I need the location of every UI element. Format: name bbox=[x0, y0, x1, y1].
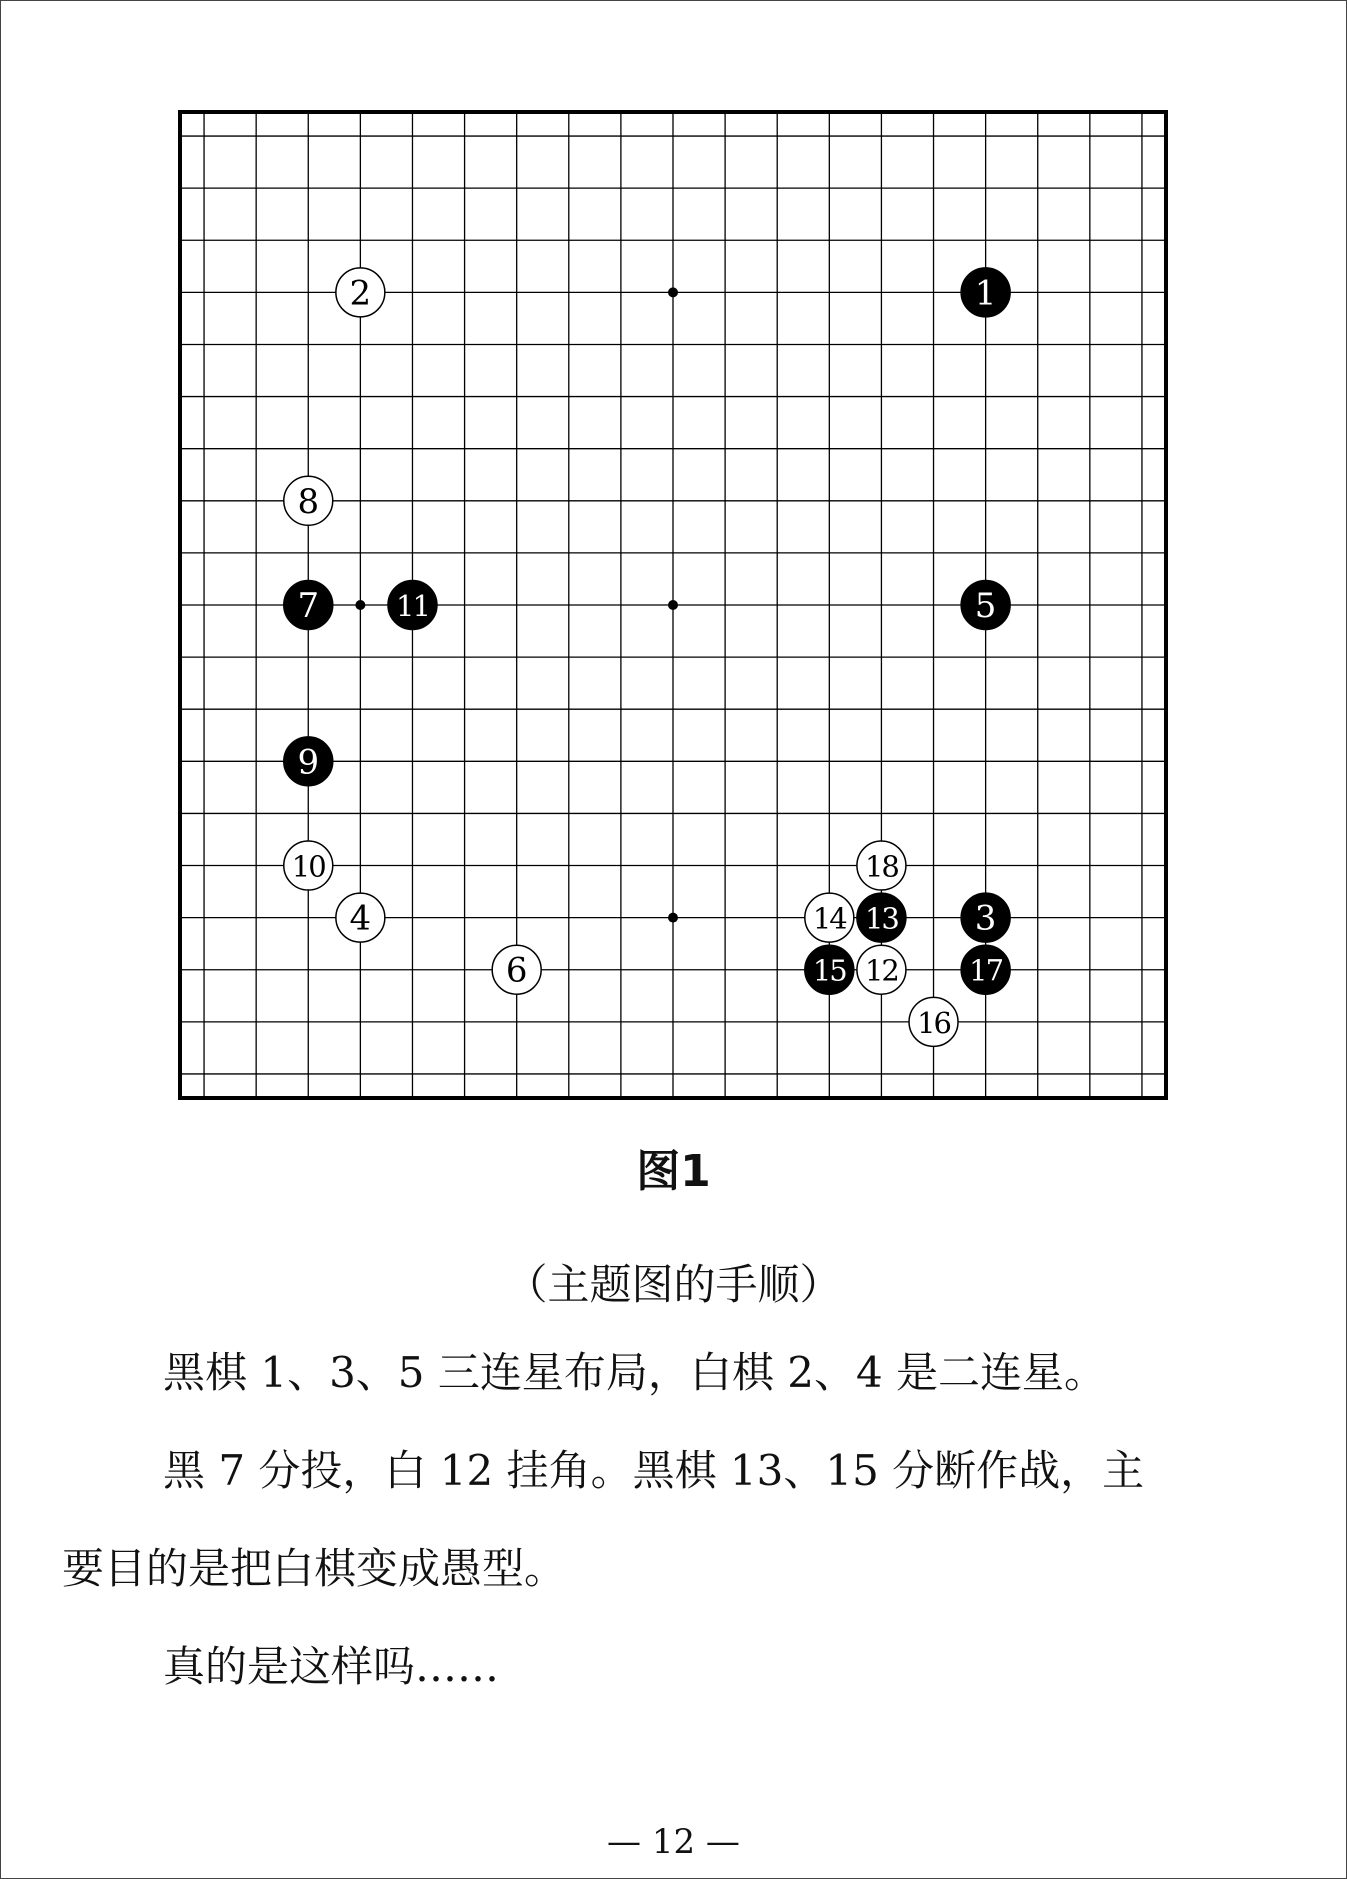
stone-number: 13 bbox=[864, 901, 898, 936]
stone-number: 7 bbox=[297, 586, 320, 626]
stone-number: 11 bbox=[396, 589, 429, 623]
stone-number: 3 bbox=[974, 898, 997, 939]
stone-number: 4 bbox=[349, 898, 372, 939]
go-board-diagram bbox=[178, 110, 1168, 1100]
figure-caption: 图1 bbox=[636, 1146, 711, 1197]
stone-number: 18 bbox=[864, 849, 898, 884]
stone-white-8 bbox=[284, 476, 333, 525]
paragraph-3: 真的是这样吗…… bbox=[163, 1642, 500, 1691]
stone-number: 17 bbox=[969, 953, 1003, 988]
stone-number: 10 bbox=[291, 849, 325, 884]
stone-white-14 bbox=[805, 893, 854, 942]
stone-number: 8 bbox=[297, 481, 320, 522]
stone-black-11 bbox=[388, 581, 437, 630]
stone-white-16 bbox=[909, 997, 958, 1046]
stone-black-9 bbox=[284, 737, 333, 786]
stone-number: 15 bbox=[812, 953, 846, 988]
stone-black-7 bbox=[284, 581, 333, 630]
stone-number: 6 bbox=[505, 950, 528, 991]
stone-number: 12 bbox=[864, 953, 898, 988]
stone-number: 14 bbox=[812, 901, 846, 936]
stone-white-2 bbox=[336, 268, 385, 317]
stone-white-10 bbox=[284, 841, 333, 890]
stone-number: 2 bbox=[349, 273, 372, 314]
paragraph-2-line-1: 黑 7 分投，白 12 挂角。黑棋 13、15 分断作战，主 bbox=[163, 1446, 1145, 1495]
go-board bbox=[178, 110, 1168, 1100]
stone-white-4 bbox=[336, 893, 385, 942]
page-number: — 12 — bbox=[607, 1822, 740, 1862]
stone-black-17 bbox=[961, 945, 1010, 994]
star-point bbox=[355, 600, 365, 610]
stone-black-3 bbox=[961, 893, 1010, 942]
figure-subtitle: （主题图的手顺） bbox=[505, 1260, 842, 1309]
stone-white-6 bbox=[492, 945, 541, 994]
stone-number: 9 bbox=[297, 742, 320, 783]
stone-black-13 bbox=[857, 893, 906, 942]
stone-black-5 bbox=[961, 581, 1010, 630]
stone-number: 5 bbox=[974, 586, 997, 626]
paragraph-2-line-2: 要目的是把白棋变成愚型。 bbox=[62, 1544, 567, 1593]
paragraph-1: 黑棋 1、3、5 三连星布局，白棋 2、4 是二连星。 bbox=[163, 1348, 1107, 1397]
stone-white-12 bbox=[857, 945, 906, 994]
stone-number: 1 bbox=[974, 273, 997, 314]
stone-white-18 bbox=[857, 841, 906, 890]
star-point bbox=[668, 287, 678, 297]
star-point bbox=[668, 600, 678, 610]
stone-number: 16 bbox=[917, 1005, 950, 1040]
stone-black-1 bbox=[961, 268, 1010, 317]
star-point bbox=[668, 913, 678, 923]
stone-black-15 bbox=[805, 945, 854, 994]
